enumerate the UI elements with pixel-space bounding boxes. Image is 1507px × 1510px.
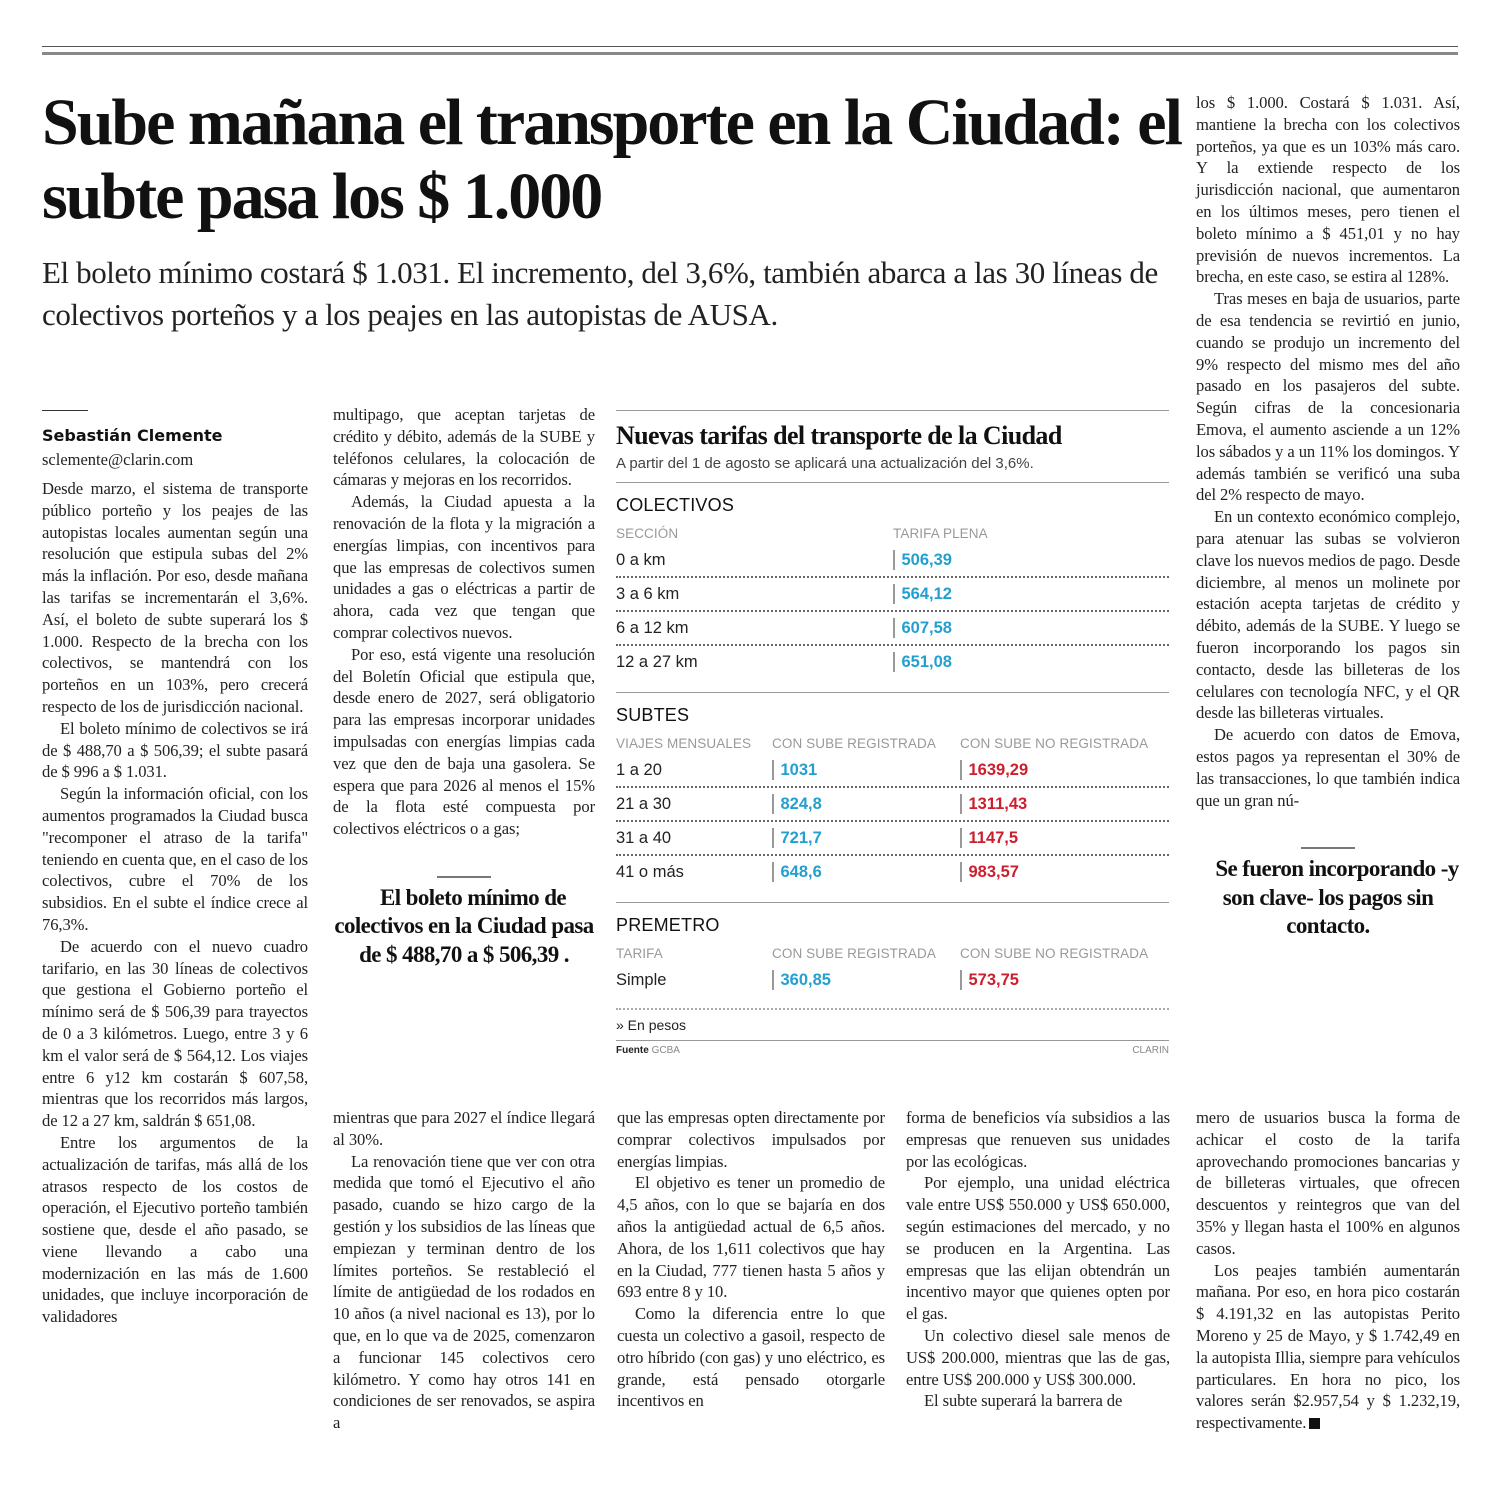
header-viajes: VIAJES MENSUALES bbox=[616, 735, 752, 751]
fare-registered bbox=[772, 794, 960, 814]
fare-value bbox=[893, 652, 952, 672]
row-label: 6 a 12 km bbox=[616, 618, 689, 637]
fare-text: 1031 bbox=[780, 760, 818, 779]
paragraph: que las empresas opten directamente por comprar colectivos impulsados por energías limpias. bbox=[617, 1108, 885, 1171]
paragraph: Por eso, está vigente una resolución del Boletín Oficial que estipula que, desde enero de 2027, será obligatorio para las empresas incorporar unidades impulsadas con energías limpias cada vez que den de baja una gasolera. Se espera que para 2026 al menos el 15% de la flota esté compuesta por colectivos eléctricos o a gas; bbox=[333, 644, 595, 839]
paragraph: Tras meses en baja de usuarios, parte de esa tendencia se revirtió en junio, cuando se produjo un incremento del 9% respecto del mismo mes del año pasado en los pasajeros del subte. Según cifras de la concesionaria Emova, el aumento asciende a un 12% los sábados y a un 11% los domingos. Y además también se verificó una suba del 2% respecto de mayo. bbox=[1196, 289, 1460, 505]
pullquote-left-block bbox=[333, 862, 595, 969]
infographic-title: Nuevas tarifas del transporte de la Ciudad bbox=[616, 421, 1062, 450]
fare-unregistered bbox=[960, 760, 1028, 780]
fare-text: 1639,29 bbox=[968, 760, 1029, 779]
fare-registered bbox=[772, 970, 960, 990]
paragraph: Desde marzo, el sistema de transporte público porteño y los peajes de las autopistas locales aumentan según una resolución que estipula subas del 2% más la inflación. Por eso, desde mañana las tarifas se incrementarán el 3,6%. Así, el boleto de subte superará los $ 1.000. Respecto de la brecha con los colectivos, se mantendrá con los porteños en un 103%, pero crecerá respecto de los de jurisdicción nacional. bbox=[42, 479, 308, 716]
paragraph bbox=[1196, 1260, 1460, 1434]
article-column-5-bottom bbox=[1196, 1107, 1460, 1434]
article-column-2-top bbox=[333, 404, 595, 969]
header-seccion: SECCIÓN bbox=[616, 525, 679, 541]
paragraph: Por ejemplo, una unidad eléctrica vale entre US$ 550.000 y US$ 650.000, según estimaciones del mercado, y no se producen en la Argentina. Las empresas que las elijan obtendrán un incentivo mayor que quienes opten por el gas. bbox=[906, 1173, 1170, 1324]
article-column-3-bottom bbox=[617, 1107, 885, 1412]
value-bar bbox=[772, 862, 774, 882]
paragraph: mientras que para 2027 el índice llegará al 30%. bbox=[333, 1108, 595, 1149]
fare-text: 360,85 bbox=[780, 970, 831, 989]
top-rule-thick bbox=[42, 52, 1458, 55]
source bbox=[616, 1045, 680, 1056]
value-bar bbox=[960, 760, 962, 780]
divider bbox=[616, 692, 1169, 693]
row-label: 0 a km bbox=[616, 550, 666, 569]
byline-email[interactable]: sclemente@clarin.com bbox=[42, 450, 194, 469]
header-no-registrada: CON SUBE NO REGISTRADA bbox=[960, 735, 1149, 751]
row-label: 12 a 27 km bbox=[616, 652, 698, 671]
fare-value bbox=[893, 618, 952, 638]
paragraph: mero de usuarios busca la forma de achicar el costo de la tarifa aprovechando promociones bancarias y de billeteras virtuales, que ofrecen descuentos y reintegros que van del 35% y llegan hasta el 100% en algunos casos. bbox=[1196, 1108, 1460, 1258]
fare-text: 983,57 bbox=[968, 862, 1019, 881]
row-label: Simple bbox=[616, 970, 667, 989]
paragraph: En un contexto económico complejo, para atenuar las subas se volvieron clave los nuevos medios de pago. Desde diciembre, al menos un molinete por estación acepta tarjetas de crédito y débito, además de la SUBE. Y luego se fueron incorporando los pagos sin contacto, desde las billeteras de los celulares con tecnología NFC, y el QR desde las billeteras virtuales. bbox=[1196, 507, 1460, 723]
section-colectivos-title: COLECTIVOS bbox=[616, 495, 735, 515]
fare-text: 506,39 bbox=[901, 550, 952, 569]
fare-registered bbox=[772, 862, 960, 882]
table-row bbox=[616, 578, 1169, 612]
infographic-subtitle: A partir del 1 de agosto se aplicará una actualización del 3,6%. bbox=[616, 455, 1034, 472]
row-label: 3 a 6 km bbox=[616, 584, 680, 603]
divider bbox=[616, 482, 1169, 483]
divider bbox=[616, 902, 1169, 903]
fare-unregistered bbox=[960, 862, 1019, 882]
value-bar bbox=[893, 584, 895, 604]
headline: Sube mañana el transporte en la Ciudad: el subte pasa los $ 1.000 bbox=[42, 86, 1181, 233]
header-registrada: CON SUBE REGISTRADA bbox=[772, 945, 936, 961]
table-row bbox=[616, 856, 1169, 888]
section-subtes-title: SUBTES bbox=[616, 705, 690, 725]
fare-registered bbox=[772, 760, 960, 780]
credit: CLARIN bbox=[1132, 1045, 1169, 1056]
paragraph: El subte superará la barrera de bbox=[924, 1391, 1123, 1411]
header-tarifa: TARIFA bbox=[616, 945, 663, 961]
paragraph-text: Los peajes también aumentarán mañana. Por eso, en hora pico costarán $ 4.191,32 en las autopistas Perito Moreno y 25 de Mayo, y $ 1.742,49 en la autopista Illia, siempre para vehículos particulares. En hora no pico, los valores serán $2.957,54 y $ 1.232,19, respectivamente. bbox=[1196, 1260, 1460, 1433]
fare-text: 651,08 bbox=[901, 652, 952, 671]
article-column-4-bottom bbox=[906, 1107, 1170, 1412]
paragraph: Según la información oficial, con los aumentos programados la Ciudad busca "recomponer el atraso de la tarifa" teniendo en cuenta que, en el caso de los colectivos, cubre el 70% de los subsidios. En el subte el índice crece al 76,3%. bbox=[42, 784, 308, 934]
pullquote-right-block bbox=[1196, 833, 1460, 940]
premetro-header bbox=[616, 942, 1169, 964]
value-bar bbox=[772, 794, 774, 814]
paragraph: los $ 1.000. Costará $ 1.031. Así, mantiene la brecha con los colectivos porteños, ya que es un 103% más caro. Y la extiende respecto de los jurisdicción nacional, que aumentaron en los últimos meses, pero tienen el boleto mínimo a $ 451,01 y no hay previsión de nuevos incrementos. La brecha, en este caso, se estira al 128%. bbox=[1196, 93, 1460, 287]
fare-text: 1311,43 bbox=[968, 794, 1028, 813]
table-row bbox=[616, 646, 1169, 678]
infographic-top-rule bbox=[616, 410, 1169, 411]
byline-author: Sebastián Clemente bbox=[42, 426, 223, 445]
top-rule bbox=[42, 46, 1458, 47]
header-no-registrada: CON SUBE NO REGISTRADA bbox=[960, 945, 1149, 961]
fare-text: 721,7 bbox=[780, 828, 822, 847]
header-registrada: CON SUBE REGISTRADA bbox=[772, 735, 936, 751]
row-label: 41 o más bbox=[616, 862, 684, 881]
infographic-note: » En pesos bbox=[616, 1008, 1169, 1040]
source-value: GCBA bbox=[651, 1045, 680, 1056]
spacer bbox=[616, 678, 1169, 692]
table-row bbox=[616, 544, 1169, 578]
fare-text: 573,75 bbox=[968, 970, 1019, 989]
source-label: Fuente bbox=[616, 1045, 649, 1056]
paragraph: El objetivo es tener un promedio de 4,5 años, con lo que se bajaría en dos años la antigüedad actual de 6,5 años. Ahora, de los 1,611 colectivos que hay en la Ciudad, 777 tienen hasta 5 años y 693 entre 8 y 10. bbox=[617, 1173, 885, 1302]
subhead: El boleto mínimo costará $ 1.031. El incremento, del 3,6%, también abarca a las 30 líneas de colectivos porteños y a los peajes en las autopistas de AUSA. bbox=[42, 255, 1158, 332]
paragraph: La renovación tiene que ver con otra medida que tomó el Ejecutivo el año pasado, cuando se hizo cargo de la gestión y los subsidios de las líneas que empiezan y terminan dentro de los límites porteños. Se restableció el límite de antigüedad de los rodados en 10 años (a nivel nacional es 13), por lo que, en lo que va de 2025, comenzaron a funcionar 145 colectivos cero kilómetro. Y como hay otros 141 en condiciones de ser renovados, se aspira a bbox=[333, 1151, 595, 1433]
paragraph: forma de beneficios vía subsidios a las empresas que renueven sus unidades por las ecológicas. bbox=[906, 1108, 1170, 1171]
fare-infographic bbox=[616, 410, 1169, 1056]
fare-value bbox=[893, 584, 952, 604]
paragraph: De acuerdo con el nuevo cuadro tarifario, en las 30 líneas de colectivos que gestiona el Gobierno porteño el mínimo será de $ 506,39 para trayectos de 0 a 3 kilómetros. Luego, entre 3 y 6 km el valor será de $ 564,12. Los viajes entre 6 y12 km costarán $ 607,58, mientras que los recorridos más largos, de 12 a 27 km, saldrán $ 651,08. bbox=[42, 936, 308, 1131]
fare-registered bbox=[772, 828, 960, 848]
fare-text: 824,8 bbox=[780, 794, 822, 813]
table-row bbox=[616, 822, 1169, 856]
byline-rule bbox=[42, 410, 88, 411]
fare-text: 564,12 bbox=[901, 584, 952, 603]
paragraph: De acuerdo con datos de Emova, estos pagos ya representan el 30% de las transacciones, lo que también indica que un gran nú- bbox=[1196, 725, 1460, 810]
table-row bbox=[616, 964, 1169, 996]
fare-value bbox=[893, 550, 952, 570]
pullquote-left: El boleto mínimo de colectivos en la Ciudad pasa de $ 488,70 a $ 506,39 . bbox=[334, 884, 594, 967]
table-row bbox=[616, 612, 1169, 646]
value-bar bbox=[960, 862, 962, 882]
article-column-2-bottom bbox=[333, 1107, 595, 1434]
paragraph: Entre los argumentos de la actualización de tarifas, más allá de los atrasos respecto de los costos de operación, el Ejecutivo porteño también sostiene que, desde el año pasado, se viene llevando a cabo una modernización en las más de 1.600 unidades, que incluye incorporación de validadores bbox=[42, 1132, 308, 1327]
article-column-5-top bbox=[1196, 92, 1460, 941]
fare-unregistered bbox=[960, 970, 1019, 990]
pullquote-right: Se fueron incorporando -y son clave- los pagos sin contacto. bbox=[1215, 856, 1459, 939]
row-label: 21 a 30 bbox=[616, 794, 672, 813]
value-bar bbox=[960, 794, 962, 814]
paragraph: Como la diferencia entre lo que cuesta un colectivo a gasoil, respecto de otro híbrido (con gas) y uno eléctrico, es grande, está pensado otorgarle incentivos en bbox=[617, 1304, 885, 1411]
spacer bbox=[616, 888, 1169, 902]
table-row bbox=[616, 788, 1169, 822]
header-tarifa-plena: TARIFA PLENA bbox=[893, 525, 988, 541]
paragraph: Un colectivo diesel sale menos de US$ 200.000, mientras que las de gas, entre US$ 200.000 y US$ 300.000. bbox=[906, 1325, 1170, 1389]
value-bar bbox=[772, 828, 774, 848]
fare-text: 607,58 bbox=[901, 618, 952, 637]
value-bar bbox=[893, 550, 895, 570]
value-bar bbox=[893, 652, 895, 672]
value-bar bbox=[960, 970, 962, 990]
pullquote-rule bbox=[437, 876, 491, 878]
table-row bbox=[616, 754, 1169, 788]
paragraph: El boleto mínimo de colectivos se irá de $ 488,70 a $ 506,39; el subte pasará de $ 996 a $ 1.031. bbox=[42, 718, 308, 782]
end-mark-icon bbox=[1309, 1418, 1320, 1429]
value-bar bbox=[772, 970, 774, 990]
infographic-footer bbox=[616, 1040, 1169, 1056]
section-premetro-title: PREMETRO bbox=[616, 915, 720, 935]
colectivos-header bbox=[616, 522, 1169, 544]
row-label: 31 a 40 bbox=[616, 828, 672, 847]
subtes-header bbox=[616, 732, 1169, 754]
fare-unregistered bbox=[960, 828, 1018, 848]
row-label: 1 a 20 bbox=[616, 760, 662, 779]
value-bar bbox=[772, 760, 774, 780]
article-column-1 bbox=[42, 478, 308, 1328]
pullquote-rule bbox=[1301, 847, 1355, 849]
value-bar bbox=[960, 828, 962, 848]
value-bar bbox=[893, 618, 895, 638]
paragraph: Además, la Ciudad apuesta a la renovación de la flota y la migración a energías limpias, con incentivos para que las empresas de colectivos sumen unidades a gas o eléctricas a partir de ahora, cada vez que tengan que comprar colectivos nuevos. bbox=[333, 492, 595, 642]
headline-block bbox=[42, 86, 1182, 336]
fare-text: 648,6 bbox=[780, 862, 822, 881]
fare-unregistered bbox=[960, 794, 1027, 814]
fare-text: 1147,5 bbox=[968, 828, 1019, 847]
paragraph: multipago, que aceptan tarjetas de crédito y débito, además de la SUBE y teléfonos celulares, la colocación de cámaras y mejoras en los recorridos. bbox=[333, 405, 595, 490]
